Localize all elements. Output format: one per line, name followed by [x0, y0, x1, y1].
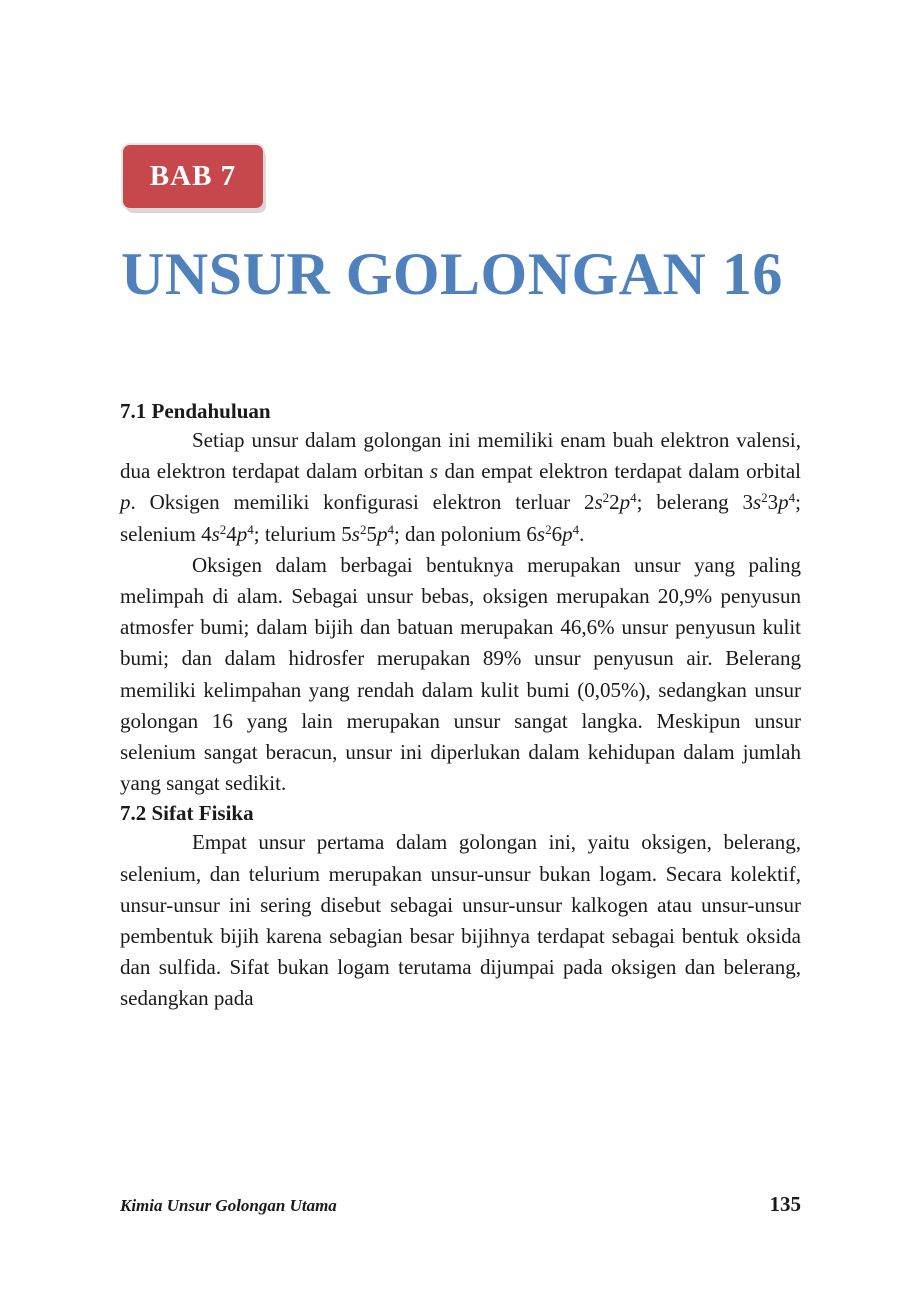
superscript: 2 — [761, 490, 768, 506]
text-run: Oksigen dalam berbagai bentuknya merupakan unsur yang paling melimpah di alam. Sebagai unsur bebas, oksigen merupakan 20,9% penyusun atmosfer bumi; dalam bijih dan batuan merupakan 46,6% unsur penyusun kulit bumi; dan dalam hidrosfer merupakan 89% unsur penyusun air. Belerang memiliki kelimpahan yang rendah dalam kulit bumi (0,05%), sedangkan unsur golongan 16 yang lain merupakan unsur sangat langka. Meskipun unsur selenium sangat beracun, unsur ini diperlukan dalam kehidupan dalam jumlah yang sangat sedikit. — [120, 552, 801, 796]
italic-text: s — [211, 521, 220, 546]
text-run: . Oksigen memiliki konfigurasi elektron terluar 2 — [130, 490, 595, 515]
chapter-badge: BAB 7 — [123, 145, 263, 208]
italic-text: s — [594, 490, 603, 515]
section-heading-pendahuluan: 7.1 Pendahuluan — [120, 399, 271, 423]
text-run: ; belerang 3 — [636, 490, 753, 515]
superscript: 2 — [359, 521, 367, 537]
text-run: 5 — [366, 521, 377, 546]
italic-text: p — [619, 490, 631, 515]
footer-book-title: Kimia Unsur Golongan Utama — [120, 1196, 337, 1215]
italic-text: s — [429, 459, 439, 484]
text-run: Setiap unsur dalam golongan ini memiliki enam buah elektron valensi, dua elektron terdapat dalam orbitan — [120, 428, 801, 484]
text-run: 3 — [767, 490, 779, 515]
text-run: 4 — [226, 521, 237, 546]
superscript: 2 — [545, 521, 552, 537]
superscript: 2 — [602, 490, 610, 506]
chapter-title: UNSUR GOLONGAN 16 — [121, 241, 783, 307]
text-run: ; dan polonium 6 — [393, 521, 537, 546]
italic-text: s — [752, 490, 762, 515]
text-run: dan empat elektron terdapat dalam orbital — [438, 459, 802, 484]
text-run: Empat unsur pertama dalam golongan ini, yaitu oksigen, belerang, selenium, dan telurium merupakan unsur-unsur bukan logam. Secara kolektif, unsur-unsur ini sering disebut sebagai unsur-unsur kalkogen atau unsur-unsur pembentuk bijih karena sebagian besar bijihnya terdapat sebagai bentuk oksida dan sulfida. Sifat bukan logam terutama dijumpai pada oksigen dan belerang, sedangkan pada — [120, 830, 801, 1011]
italic-text: p — [236, 521, 248, 546]
superscript: 4 — [630, 490, 637, 506]
paragraph — [120, 550, 801, 800]
paragraph — [120, 827, 801, 1014]
superscript: 4 — [387, 521, 394, 537]
text-run: . — [579, 521, 585, 546]
section-heading-sifat-fisika: 7.2 Sifat Fisika — [120, 801, 254, 826]
paragraph — [120, 425, 801, 550]
superscript: 4 — [788, 490, 796, 506]
italic-text: p — [376, 521, 388, 546]
italic-text: p — [778, 490, 789, 515]
text-run: ; telurium 5 — [253, 521, 352, 546]
superscript: 4 — [572, 521, 580, 537]
italic-text: p — [120, 490, 131, 515]
superscript: 4 — [247, 521, 254, 537]
text-run: ; selenium 4 — [120, 490, 802, 546]
italic-text: p — [562, 521, 573, 546]
superscript: 2 — [219, 521, 227, 537]
italic-text: s — [536, 521, 546, 546]
page-number: 135 — [769, 1192, 801, 1216]
page-content — [120, 397, 801, 1015]
text-run: 6 — [551, 521, 563, 546]
text-run: 2 — [609, 490, 620, 515]
italic-text: s — [351, 521, 360, 546]
